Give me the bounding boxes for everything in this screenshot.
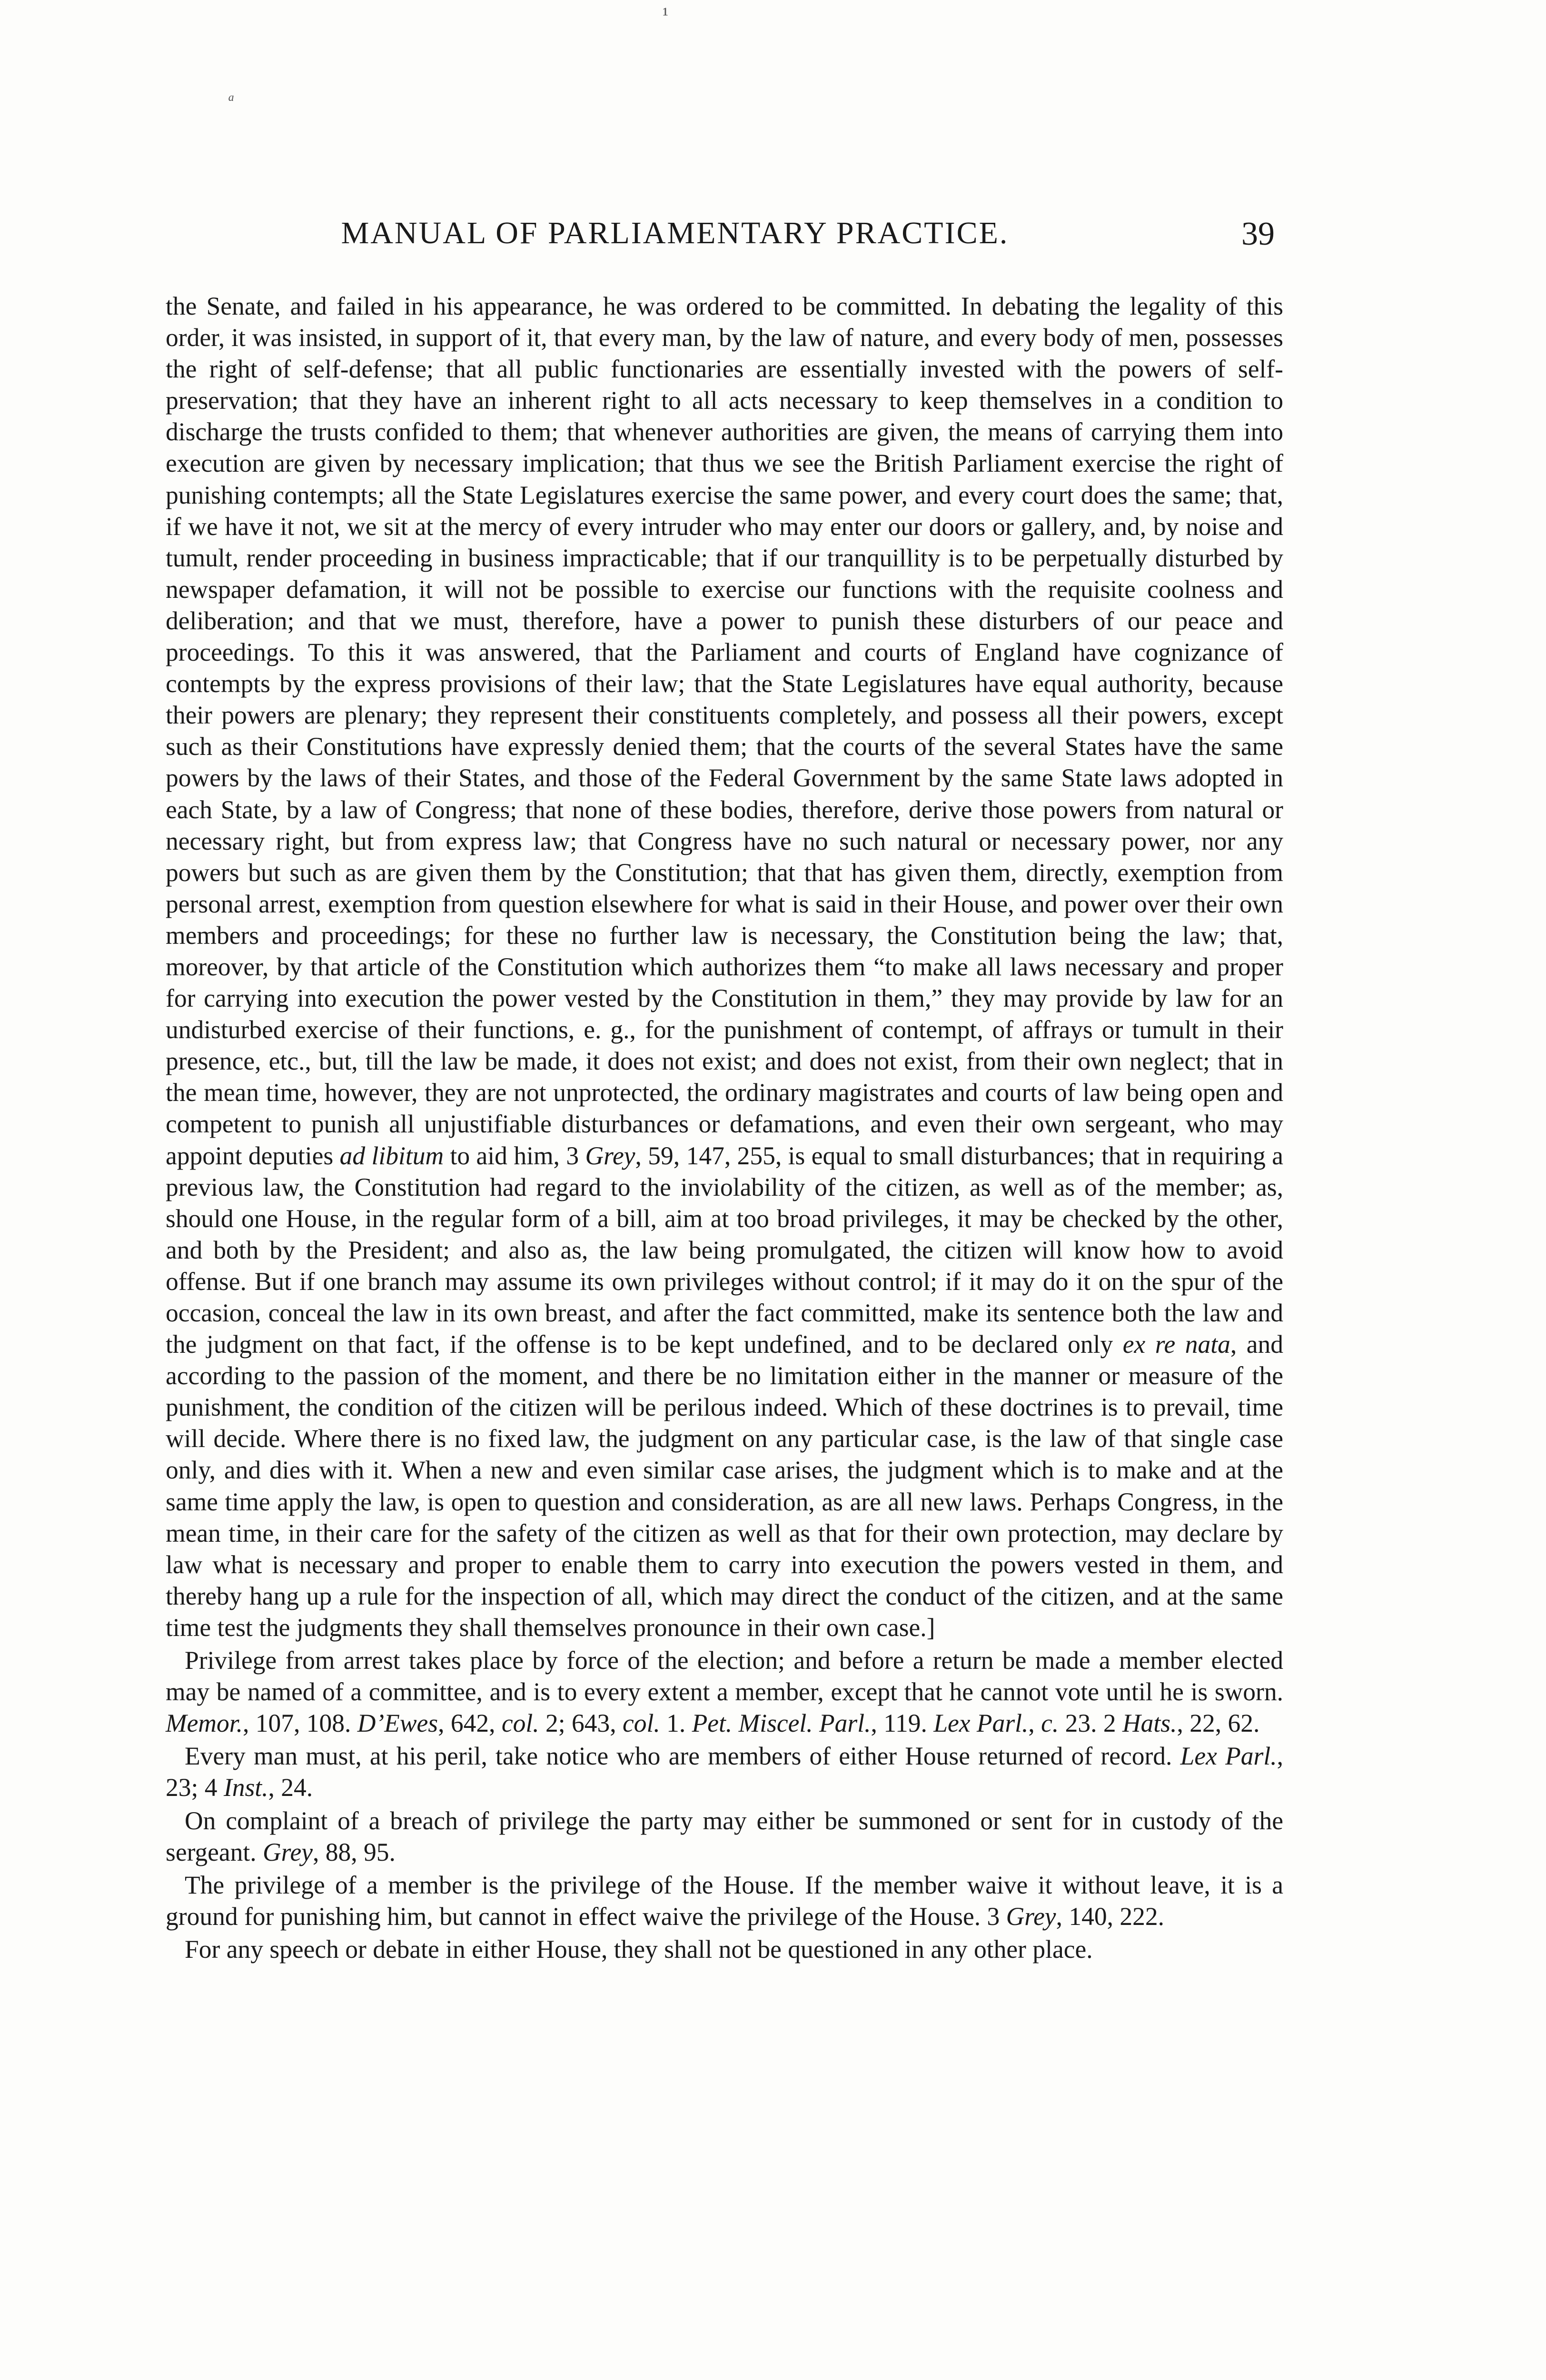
- italic-citation: Pet. Miscel. Parl.: [692, 1709, 871, 1738]
- text-run: to aid him, 3: [444, 1141, 585, 1170]
- text-run: For any speech or debate in either House, they shall not be questioned in any other place.: [185, 1934, 1093, 1964]
- text-run: , and according to the passion of the moment, and there be no limitation either in the manner or measure of the punishment, the condition of the citizen will be perilous indeed. Which of these doctrines is to prevail, time will decide. Where there is no fixed law, the judgment on any particular case, is the law of that single case only, and dies with it. When a new and even similar case arises, the judgment which is to make and at the same time apply the law, is open to question and consideration, as are all new laws. Perhaps Congress, in the mean time, in their care for the safety of the citizen as well as that for their own protection, may declare by law what is necessary and proper to enable them to carry into execution the powers vested in them, and thereby hang up a rule for the inspection of all, which may direct the conduct of the citizen, and at the same time test the judgments they shall themselves pronounce in their own case.]: [166, 1330, 1283, 1642]
- text-run: Privilege from arrest takes place by force of the election; and before a return be made a member elected may be named of a committee, and is to every extent a member, except that he cannot vote until he is sworn.: [166, 1646, 1283, 1706]
- text-run: the Senate, and failed in his appearance, he was ordered to be committed. In debating the legality of this order, it was insisted, in support of it, that every man, by the law of nature, and every body of men, possesses the right of self-defense; that all public functionaries are essentially invested with the powers of self-preservation; that they have an inherent right to all acts necessary to keep themselves in a condition to discharge the trusts confided to them; that whenever authorities are given, the means of carrying them into execution are given by necessary implication; that thus we see the British Parliament exercise the right of punishing contempts; all the State Legislatures exercise the same power, and every court does the same; that, if we have it not, we sit at the mercy of every intruder who may enter our doors or gallery, and, by noise and tumult, render proceeding in business impracticable; that if our tranquillity is to be perpetually disturbed by newspaper defamation, it will not be possible to exercise our functions with the requisite coolness and deliberation; and that we must, therefore, have a power to punish these disturbers of our peace and proceedings. To this it was answered, that the Parliament and courts of England have cognizance of contempts by the express provisions of their law; that the State Legislatures have equal authority, because their powers are plenary; they represent their constituents completely, and possess all their powers, except such as their Constitutions have expressly denied them; that the courts of the several States have the same powers by the laws of their States, and those of the Federal Government by the same State laws adopted in each State, by a law of Congress; that none of these bodies, therefore, derive those powers from natural or necessary right, but from express law; that Congress have no such natural or necessary power, nor any powers but such as are given them by the Constitution; that that has given them, directly, exemption from personal arrest, exemption from question elsewhere for what is said in their House, and power over their own members and proceedings; for these no further law is necessary, the Constitution being the law; that, moreover, by that article of the Constitution which authorizes them “to make all laws necessary and proper for carrying into execution the power vested by the Constitution in them,” they may provide by law for an undisturbed exercise of their functions, e. g., for the punishment of contempt, of affrays or tumult in their presence, etc., but, till the law be made, it does not exist; and does not exist, from their own neglect; that in the mean time, however, they are not unprotected, the ordinary magistrates and courts of law being open and competent to punish all unjustifiable disturbances or defamations, and even their own sergeant, who may appoint deputies: [166, 292, 1283, 1170]
- italic-citation: Lex Parl.: [1180, 1742, 1277, 1771]
- paragraph-privilege-of-house: [166, 1869, 1283, 1932]
- text-run: 2; 643,: [539, 1709, 623, 1738]
- paragraph-notice-of-members: [166, 1740, 1283, 1803]
- text-run: , 119.: [871, 1709, 934, 1738]
- text-run: , 23; 4: [166, 1742, 1283, 1802]
- running-title: MANUAL OF PARLIAMENTARY PRACTICE.: [341, 216, 1009, 250]
- italic-citation: col.: [501, 1709, 539, 1738]
- italic-citation: Grey: [263, 1837, 313, 1866]
- italic-citation: Memor.: [166, 1709, 243, 1738]
- italic-citation: D’Ewes: [357, 1709, 438, 1738]
- text-run: On complaint of a breach of privilege the party may either be summoned or sent for in custody of the sergeant.: [166, 1806, 1283, 1866]
- italic-citation: Grey: [1006, 1902, 1056, 1931]
- text-run: , 88, 95.: [313, 1837, 396, 1866]
- text-run: , 22, 62.: [1177, 1709, 1260, 1738]
- text-run: ,: [1028, 1709, 1041, 1738]
- left-printing-mark: ᵃ: [228, 89, 235, 110]
- text-run: , 140, 222.: [1056, 1902, 1164, 1931]
- text-run: , 59, 147, 255, is equal to small disturbances; that in requiring a previous law, the Constitution had regard to the inviolability of the citizen, as well as of the member; as, should one House, in the regular form of a bill, aim at too broad privileges, it may be checked by the other, and both by the President; and also as, the law being promulgated, the citizen will know how to avoid offense. But if one branch may assume its own privileges without control; if it may do it on the spur of the occasion, conceal the law in its own breast, and after the fact committed, make its sentence both the law and the judgment on that fact, if the offense is to be kept undefined, and to be declared only: [166, 1141, 1283, 1359]
- body-text: [166, 290, 1283, 1965]
- italic-citation: c.: [1041, 1709, 1059, 1738]
- italic-citation: ex re nata: [1122, 1330, 1230, 1359]
- text-run: , 642,: [438, 1709, 502, 1738]
- running-header: [166, 215, 1279, 258]
- text-run: , 107, 108.: [242, 1709, 357, 1738]
- text-run: Every man must, at his peril, take notice who are members of either House returned of record.: [185, 1742, 1180, 1771]
- text-run: 23. 2: [1059, 1709, 1123, 1738]
- paragraph-senate-contempt-debate: [166, 290, 1283, 1643]
- paragraph-privilege-from-arrest: [166, 1645, 1283, 1739]
- italic-citation: Lex Parl.: [933, 1709, 1029, 1738]
- italic-citation: Hats.: [1122, 1709, 1177, 1738]
- text-run: , 24.: [268, 1773, 313, 1802]
- italic-citation: Inst.: [223, 1773, 268, 1802]
- italic-citation: Grey: [585, 1141, 635, 1170]
- italic-citation: ad libitum: [339, 1141, 444, 1170]
- italic-citation: col.: [622, 1709, 660, 1738]
- text-run: 1.: [660, 1709, 692, 1738]
- paragraph-speech-or-debate: [166, 1934, 1283, 1965]
- top-printing-mark: ¹: [663, 3, 668, 25]
- page-number: 39: [1241, 216, 1275, 252]
- paragraph-complaint-of-breach: [166, 1805, 1283, 1868]
- text-run: The privilege of a member is the privilege of the House. If the member waive it without leave, it is a ground for punishing him, but cannot in effect waive the privilege of the House. 3: [166, 1870, 1283, 1931]
